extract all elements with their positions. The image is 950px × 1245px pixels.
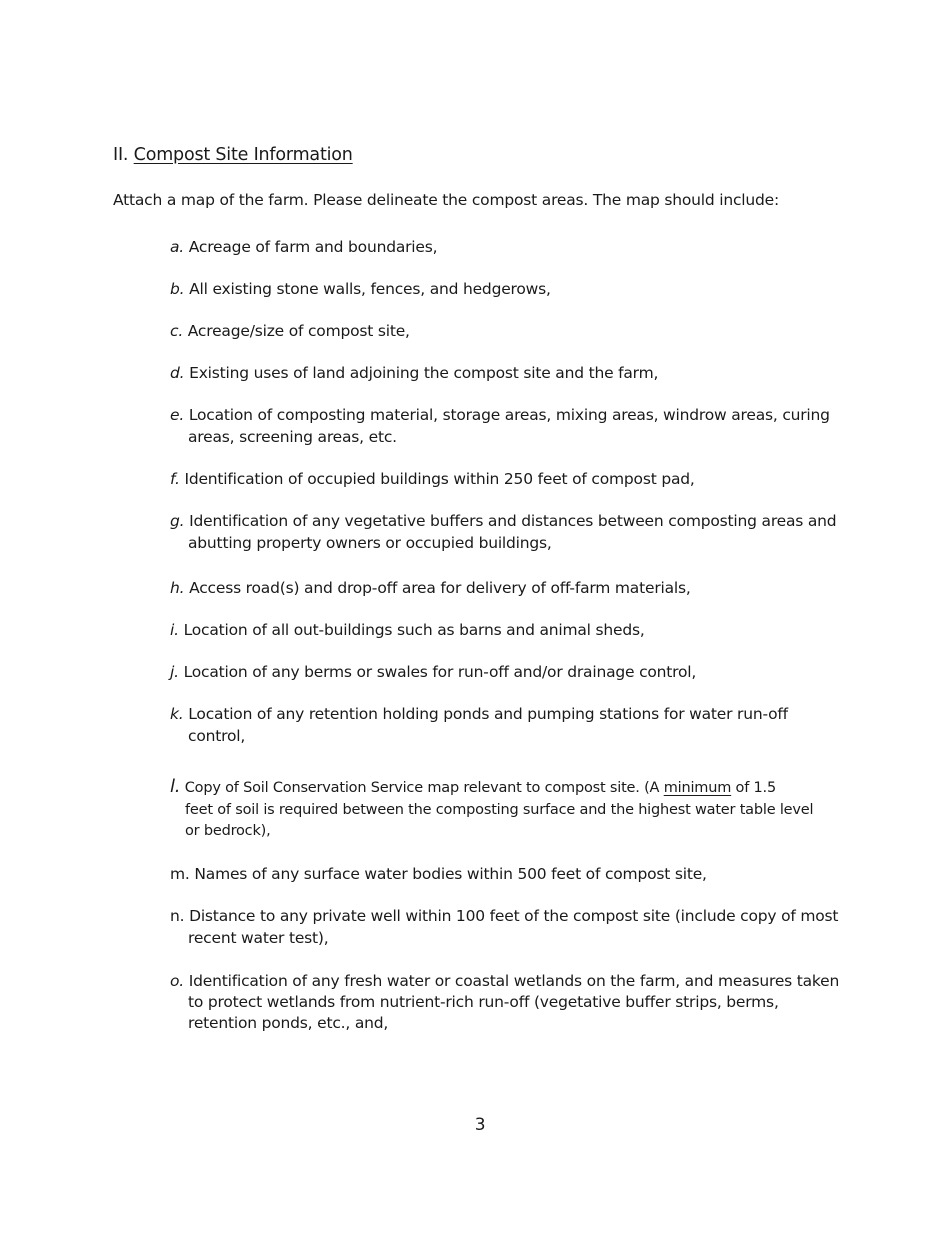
item-letter: b. (170, 280, 185, 298)
item-letter: k. (170, 705, 184, 723)
list-item-o (170, 971, 840, 1034)
list-item-l (170, 776, 840, 843)
intro-text: Attach a map of the farm. Please delineate the compost areas. The map should include: (113, 191, 780, 209)
item-letter: j. (170, 663, 179, 681)
item-text-continued: feet of soil is required between the composting surface and the highest water table level (185, 801, 814, 818)
item-text-continued: control, (188, 727, 246, 745)
section-heading (113, 145, 353, 165)
item-letter: o. (170, 972, 185, 990)
item-text: Identification of occupied buildings within 250 feet of compost pad, (184, 470, 695, 488)
item-text-end: of 1.5 (735, 780, 776, 796)
list-item-i (170, 619, 840, 641)
list-item-b (170, 278, 840, 300)
item-text: Access road(s) and drop-off area for delivery of off-farm materials, (189, 579, 691, 597)
list-item-h (170, 577, 840, 599)
item-text: Location of composting material, storage areas, mixing areas, windrow areas, curing (188, 406, 830, 424)
list-item-k (170, 703, 840, 747)
item-letter: c. (170, 322, 184, 340)
item-letter: n. (170, 907, 185, 925)
item-text: Identification of any vegetative buffers and distances between composting areas and (189, 512, 837, 530)
section-number: II. (113, 145, 129, 165)
item-letter: i. (170, 621, 179, 639)
list-item-e (170, 404, 840, 448)
item-text: Location of any retention holding ponds and pumping stations for water run-off (188, 705, 788, 723)
item-letter: m. (170, 865, 190, 883)
item-text: Copy of Soil Conservation Service map relevant to compost site. (A (184, 780, 660, 796)
item-text: Acreage/size of compost site, (187, 322, 410, 340)
list-item-d (170, 362, 840, 384)
item-letter: e. (170, 406, 185, 424)
item-letter: l. (170, 776, 181, 797)
item-text: Existing uses of land adjoining the compost site and the farm, (189, 364, 659, 382)
list-item-m (170, 863, 840, 885)
item-text-emphasis: minimum (663, 780, 732, 796)
list-item-n (170, 905, 840, 949)
item-text-continued: abutting property owners or occupied buildings, (188, 534, 552, 552)
item-text: All existing stone walls, fences, and hedgerows, (189, 280, 551, 298)
section-title: Compost Site Information (133, 145, 353, 165)
item-letter: d. (170, 364, 185, 382)
item-letter: h. (170, 579, 185, 597)
item-text: Identification of any fresh water or coastal wetlands on the farm, and measures taken (188, 972, 840, 990)
list-item-a (170, 236, 840, 258)
list-item-f (170, 468, 840, 490)
list-item-j (170, 661, 840, 683)
list-item-c (170, 320, 840, 342)
item-text: Names of any surface water bodies within 500 feet of compost site, (194, 865, 707, 883)
item-letter: a. (170, 238, 185, 256)
item-letter: f. (170, 470, 180, 488)
item-text-continued-2: or bedrock), (185, 823, 271, 839)
item-text-continued: to protect wetlands from nutrient-rich run-off (vegetative buffer strips, berms, (188, 993, 779, 1011)
item-text: Location of any berms or swales for run-off and/or drainage control, (183, 663, 697, 681)
item-text: Location of all out-buildings such as barns and animal sheds, (183, 621, 645, 639)
item-text-continued: areas, screening areas, etc. (188, 428, 397, 446)
item-letter: g. (170, 512, 185, 530)
item-text: Distance to any private well within 100 feet of the compost site (include copy of most (189, 907, 839, 925)
item-text-continued-2: retention ponds, etc., and, (188, 1014, 389, 1032)
list-item-g (170, 510, 840, 554)
item-text: Acreage of farm and boundaries, (188, 238, 438, 256)
item-text-continued: recent water test), (188, 929, 329, 947)
page-number: 3 (474, 1115, 486, 1135)
